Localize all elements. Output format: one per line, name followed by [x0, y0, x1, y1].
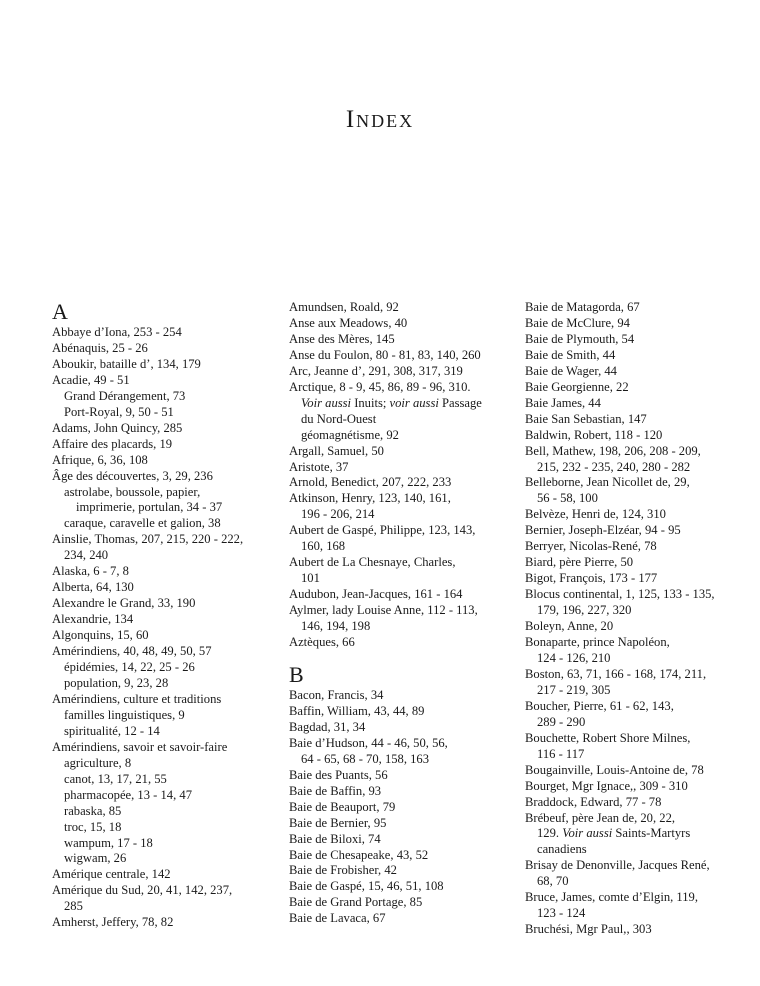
index-entry: Atkinson, Henry, 123, 140, 161,	[289, 491, 451, 506]
index-entry: Bagdad, 31, 34	[289, 719, 366, 734]
index-entry: Anse des Mères, 145	[289, 331, 395, 346]
index-entry-continuation: 215, 232 - 235, 240, 280 - 282	[537, 459, 691, 474]
index-subentry: épidémies, 14, 22, 25 - 26	[64, 660, 195, 675]
index-entry: Baie de Lavaca, 67	[289, 911, 386, 926]
index-entry: Baie James, 44	[525, 395, 601, 410]
index-entry: Baffin, William, 43, 44, 89	[289, 703, 425, 718]
index-entry: Algonquins, 15, 60	[52, 628, 149, 643]
index-entry: Boleyn, Anne, 20	[525, 619, 614, 634]
index-subentry: pharmacopée, 13 - 14, 47	[64, 787, 192, 802]
index-entry: Arc, Jeanne d’, 291, 308, 317, 319	[289, 363, 463, 378]
index-subentry: caraque, caravelle et galion, 38	[64, 516, 221, 531]
index-entry-continuation: 217 - 219, 305	[537, 682, 611, 697]
index-entry: Bourget, Mgr Ignace,, 309 - 310	[525, 778, 688, 793]
index-entry: Bonaparte, prince Napoléon,	[525, 635, 670, 650]
index-entry: Baie de Plymouth, 54	[525, 331, 635, 346]
index-subentry: Port-Royal, 9, 50 - 51	[64, 404, 174, 419]
index-subentry: Grand Dérangement, 73	[64, 388, 186, 403]
index-subentry-continuation: imprimerie, portulan, 34 - 37	[76, 500, 223, 515]
index-entry-continuation: 64 - 65, 68 - 70, 158, 163	[301, 751, 430, 766]
index-entry: Aylmer, lady Louise Anne, 112 - 113,	[289, 603, 478, 618]
voir-aussi: voir aussi	[389, 395, 439, 410]
index-subentry: géomagnétisme, 92	[301, 427, 399, 442]
index-column-1	[52, 300, 264, 931]
index-entry: Anse du Foulon, 80 - 81, 83, 140, 260	[289, 347, 481, 362]
index-entry: Arnold, Benedict, 207, 222, 233	[289, 475, 452, 490]
index-entry-continuation: 289 - 290	[537, 714, 586, 729]
index-entry: Baie de Biloxi, 74	[289, 831, 381, 846]
index-column-3	[525, 300, 737, 938]
index-entry: Amherst, Jeffery, 78, 82	[52, 915, 174, 930]
index-entry: Baie de McClure, 94	[525, 315, 630, 330]
index-entry: Ainslie, Thomas, 207, 215, 220 - 222,	[52, 532, 244, 547]
index-cross-reference: Voir aussi Inuits; voir aussi Passage	[301, 395, 482, 410]
index-entry: Abbaye d’Iona, 253 - 254	[52, 325, 182, 339]
index-entry: Bouchette, Robert Shore Milnes,	[525, 730, 691, 745]
index-subentry: canot, 13, 17, 21, 55	[64, 771, 167, 786]
index-entry-continuation: canadiens	[537, 842, 587, 857]
index-entry-continuation: 101	[301, 571, 320, 586]
index-entry-continuation: 234, 240	[64, 548, 109, 563]
index-entry: Baie d’Hudson, 44 - 46, 50, 56,	[289, 735, 448, 750]
index-entry-continuation: 179, 196, 227, 320	[537, 603, 632, 618]
index-subentry: astrolabe, boussole, papier,	[64, 484, 201, 499]
index-subentry: troc, 15, 18	[64, 819, 122, 834]
index-subentry: population, 9, 23, 28	[64, 675, 169, 690]
index-entry: Baie de Smith, 44	[525, 347, 616, 362]
index-entry: Aubert de Gaspé, Philippe, 123, 143,	[289, 523, 476, 538]
index-entry: Amérique du Sud, 20, 41, 142, 237,	[52, 883, 233, 898]
index-entry: Alexandre le Grand, 33, 190	[52, 596, 196, 611]
index-entry: Bacon, Francis, 34	[289, 687, 384, 702]
index-entry: Arctique, 8 - 9, 45, 86, 89 - 96, 310.	[289, 379, 471, 394]
index-entry: Baie Georgienne, 22	[525, 379, 629, 394]
index-subentry: rabaska, 85	[64, 803, 122, 818]
voir-aussi: Voir aussi	[301, 395, 352, 410]
index-subentry: agriculture, 8	[64, 755, 132, 770]
index-entry: Aztèques, 66	[289, 635, 355, 650]
index-entry: Abénaquis, 25 - 26	[52, 340, 148, 355]
index-entry: Amérindiens, savoir et savoir-faire	[52, 739, 228, 754]
index-entry: Baie de Chesapeake, 43, 52	[289, 847, 429, 862]
index-entry: Afrique, 6, 36, 108	[52, 452, 148, 467]
index-entry: Bigot, François, 173 - 177	[525, 571, 658, 586]
index-entry-continuation: du Nord-Ouest	[301, 411, 377, 426]
section-letter-a: A	[52, 299, 68, 324]
index-entry: Argall, Samuel, 50	[289, 443, 384, 458]
index-entry: Audubon, Jean-Jacques, 161 - 164	[289, 587, 463, 602]
index-entry: Boston, 63, 71, 166 - 168, 174, 211,	[525, 666, 707, 681]
index-entry-continuation: 68, 70	[537, 874, 569, 889]
index-entry: Baie de Matagorda, 67	[525, 300, 640, 314]
index-entry-continuation: 196 - 206, 214	[301, 507, 375, 522]
index-entry: Affaire des placards, 19	[52, 436, 173, 451]
index-subentry: spiritualité, 12 - 14	[64, 723, 160, 738]
index-entry: Bruce, James, comte d’Elgin, 119,	[525, 890, 699, 905]
index-entry: Baie de Grand Portage, 85	[289, 895, 423, 910]
index-entry: Alexandrie, 134	[52, 612, 134, 627]
index-entry: Baie de Bernier, 95	[289, 815, 387, 830]
index-entry-continuation: 146, 194, 198	[301, 619, 371, 634]
index-cross-reference: 129. Voir aussi Saints-Martyrs	[537, 826, 691, 841]
index-subentry: familles linguistiques, 9	[64, 707, 185, 722]
index-subentry: wigwam, 26	[64, 851, 127, 866]
index-entry: Blocus continental, 1, 125, 133 - 135,	[525, 587, 715, 602]
index-entry: Alberta, 64, 130	[52, 580, 134, 595]
index-entry: Baie de Wager, 44	[525, 363, 617, 378]
index-entry: Baie des Puants, 56	[289, 767, 388, 782]
index-entry: Bernier, Joseph-Elzéar, 94 - 95	[525, 523, 681, 538]
index-entry: Boucher, Pierre, 61 - 62, 143,	[525, 698, 674, 713]
section-letter-b: B	[289, 661, 304, 687]
index-entry: Brébeuf, père Jean de, 20, 22,	[525, 810, 676, 825]
index-entry: Alaska, 6 - 7, 8	[52, 564, 129, 579]
index-entry: Baie San Sebastian, 147	[525, 411, 647, 426]
index-entry: Baie de Frobisher, 42	[289, 863, 397, 878]
index-entry: Adams, John Quincy, 285	[52, 420, 183, 435]
index-entry: Amérindiens, 40, 48, 49, 50, 57	[52, 644, 212, 659]
index-entry: Belleborne, Jean Nicollet de, 29,	[525, 475, 690, 490]
index-entry: Bell, Mathew, 198, 206, 208 - 209,	[525, 443, 701, 458]
index-entry: Belvèze, Henri de, 124, 310	[525, 507, 666, 522]
index-entry: Baie de Baffin, 93	[289, 783, 382, 798]
index-entry: Amérique centrale, 142	[52, 867, 171, 882]
index-entry: Berryer, Nicolas-René, 78	[525, 539, 657, 554]
index-entry: Amérindiens, culture et traditions	[52, 691, 222, 706]
voir-aussi: Voir aussi	[562, 826, 613, 841]
index-entry: Aboukir, bataille d’, 134, 179	[52, 356, 201, 371]
index-entry: Baie de Beauport, 79	[289, 799, 396, 814]
index-subentry: wampum, 17 - 18	[64, 835, 153, 850]
index-column-2	[289, 300, 501, 927]
page-title: Index	[345, 106, 415, 133]
index-entry: Âge des découvertes, 3, 29, 236	[52, 468, 213, 483]
index-entry-continuation: 123 - 124	[537, 906, 586, 921]
index-entry: Acadie, 49 - 51	[52, 372, 130, 387]
index-entry: Anse aux Meadows, 40	[289, 315, 408, 330]
index-entry: Aristote, 37	[289, 459, 349, 474]
index-entry: Aubert de La Chesnaye, Charles,	[289, 555, 456, 570]
index-entry-continuation: 124 - 126, 210	[537, 650, 611, 665]
index-entry-continuation: 56 - 58, 100	[537, 491, 598, 506]
index-entry: Baldwin, Robert, 118 - 120	[525, 427, 663, 442]
index-entry: Biard, père Pierre, 50	[525, 555, 634, 570]
index-entry: Bougainville, Louis-Antoine de, 78	[525, 762, 704, 777]
index-entry-continuation: 160, 168	[301, 539, 346, 554]
index-entry: Brisay de Denonville, Jacques René,	[525, 858, 710, 873]
index-entry-continuation: 285	[64, 899, 83, 914]
index-entry-continuation: 116 - 117	[537, 746, 585, 761]
index-entry: Amundsen, Roald, 92	[289, 300, 399, 314]
index-entry: Bruchési, Mgr Paul,, 303	[525, 922, 652, 937]
index-entry: Braddock, Edward, 77 - 78	[525, 794, 662, 809]
index-entry: Baie de Gaspé, 15, 46, 51, 108	[289, 879, 444, 894]
